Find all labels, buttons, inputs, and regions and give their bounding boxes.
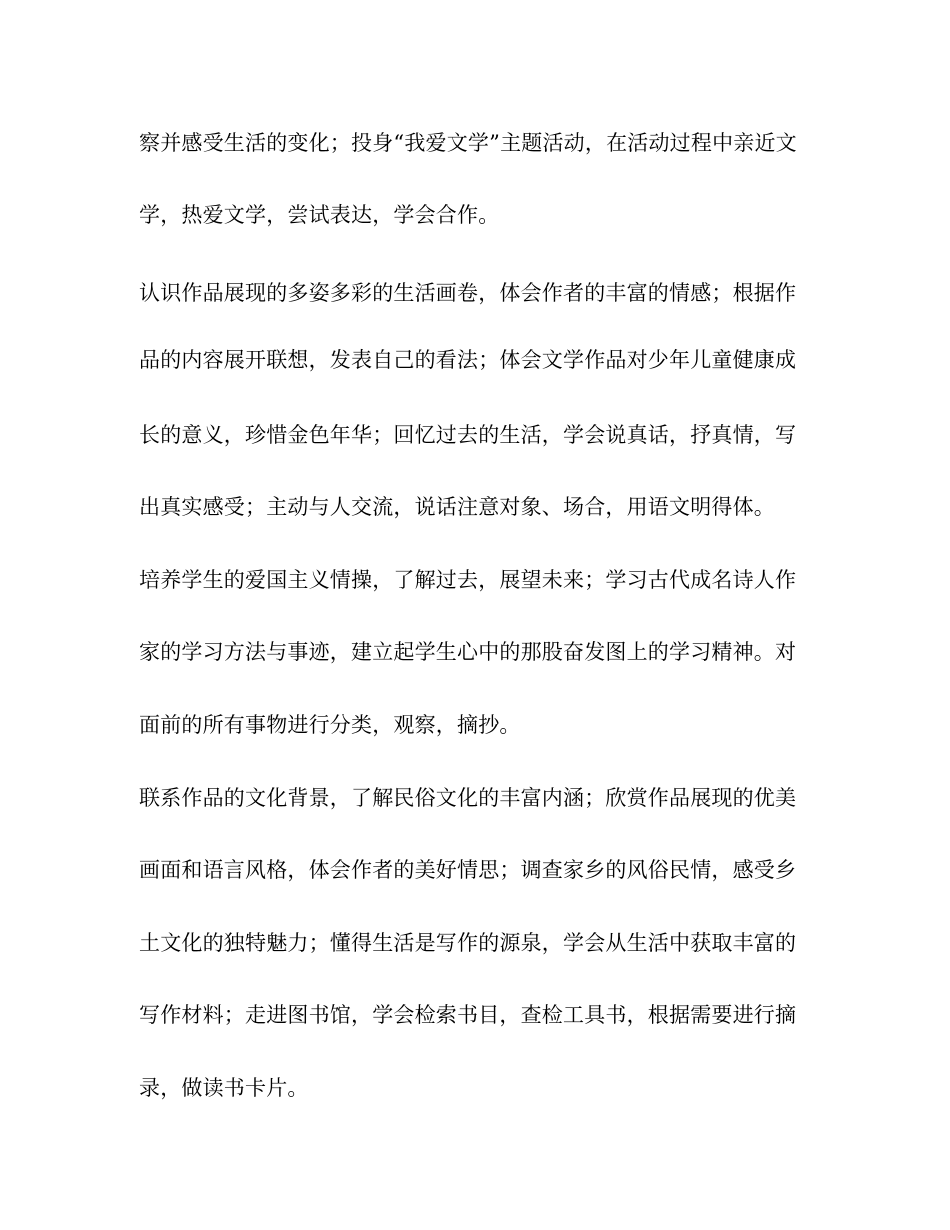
text-line: 学，热爱文学，尝试表达，学会合作。 [139,203,500,227]
text-line: 察并感受生活的变化；投身“我爱文学”主题活动，在活动过程中亲近文 [139,131,797,155]
text-line: 认识作品展现的多姿多彩的生活画卷，体会作者的丰富的情感；根据作 [139,281,797,305]
text-line: 写作材料；走进图书馆，学会检索书目，查检工具书，根据需要进行摘 [139,1003,797,1027]
text-line: 面前的所有事物进行分类，观察，摘抄。 [139,713,521,737]
text-line: 品的内容展开联想，发表自己的看法；体会文学作品对少年儿童健康成 [139,348,797,372]
text-line: 培养学生的爱国主义情操，了解过去，展望未来；学习古代成名诗人作 [139,568,797,592]
text-line: 出真实感受；主动与人交流，说话注意对象、场合，用语文明得体。 [139,495,775,519]
text-line: 长的意义，珍惜金色年华；回忆过去的生活，学会说真话，抒真情，写 [139,423,797,447]
text-line: 土文化的独特魅力；懂得生活是写作的源泉，学会从生活中获取丰富的 [139,931,797,955]
text-line: 联系作品的文化背景，了解民俗文化的丰富内涵；欣赏作品展现的优美 [139,786,797,810]
text-line: 画面和语言风格，体会作者的美好情思；调查家乡的风俗民情，感受乡 [139,858,797,882]
text-line: 家的学习方法与事迹，建立起学生心中的那股奋发图上的学习精神。对 [139,640,797,664]
text-line: 录，做读书卡片。 [139,1076,309,1100]
